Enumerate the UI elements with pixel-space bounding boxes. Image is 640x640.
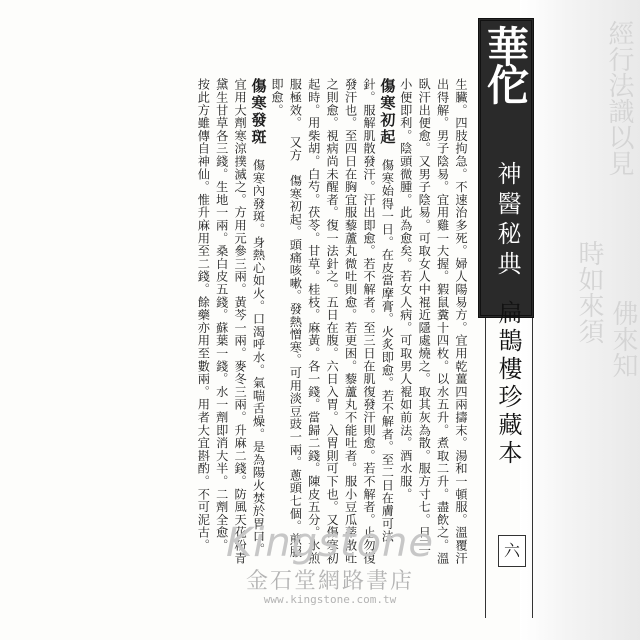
text-column [212, 78, 230, 558]
text-column [231, 78, 249, 565]
watermark-name: 金石堂網路書店 [245, 569, 414, 594]
publisher-label: 扁鵲樓珍藏本 [494, 300, 522, 468]
section-heading: 傷寒發斑 [249, 78, 268, 146]
column-text: 起時。用柴胡。白芍。茯苓。甘草。桂枝。麻黃。各一錢。當歸二錢。陳皮五分。水煎 [306, 78, 321, 565]
column-text: 傷寒內發斑。身熱心如火。口渴呼水。氣喘舌燥。是為陽火焚於胃口。 [251, 158, 266, 556]
column-text: 生臟。四肢拘急。不速治多死。婦人陽易方。宜用乾薑四兩擣末。湯和一頓服。溫覆汗 [454, 78, 468, 565]
text-column [341, 78, 359, 565]
background-glyph: 佛來知 [608, 300, 638, 378]
column-text: 傷寒始得一日。在皮當摩膏。火炙即愈。若不解者。至二日在膚可法 [380, 158, 395, 543]
column-text: 宜用大劑寒涼撲滅之。方用元參三兩。黃芩一兩。麥冬三兩。升麻二錢。防風天花粉青 [233, 78, 248, 565]
watermark-url: www.kingstone.com.tw [263, 593, 397, 606]
section-heading: 傷寒初起 [378, 78, 397, 146]
watermark [210, 520, 450, 606]
column-text: 臥汗出便愈。又男子陰易。可取女人中裩近隱處燒之。取其灰為散。服方寸七。日三 [417, 78, 432, 552]
column-text: 即愈。 [269, 78, 284, 117]
column-text: 服極效。 又方 傷寒初起。頭痛咳嗽。發熱憎寒。可用淡豆豉一兩。蔥頭七個。煎服 [288, 78, 303, 559]
watermark-brand: Kingstone [225, 520, 435, 566]
background-glyph: 經行法識以見 [604, 20, 634, 176]
column-text: 發汗也。至四日在胸宜服藜蘆丸微吐則愈。若更困。藜蘆丸不能吐者。服小豆瓜蒂散吐 [343, 78, 358, 565]
text-column [396, 78, 414, 558]
background-glyph: 時如來須 [574, 240, 604, 344]
text-column [194, 78, 212, 558]
text-column [304, 78, 322, 565]
column-text: 之則愈。視病尚未醒者。復一法針之。五日在腹。六日入胃。入胃則可下也。又傷寒初 [325, 78, 340, 565]
book-subtitle: 神醫秘典 [493, 161, 521, 281]
text-column [286, 78, 304, 558]
text-column [360, 78, 378, 565]
text-column [452, 78, 470, 565]
column-text: 小便即利。陰頭微腫。此為愈矣。若女人病。可取男人裩如前法。酒水服。 [398, 78, 413, 501]
text-column [249, 78, 267, 558]
column-text: 黛生甘草各三錢。生地一兩。桑白皮五錢。蘇葉一錢。水一劑即消大半。二劑全愈。 [214, 78, 229, 552]
column-text: 針。服解肌散發汗。汗出即愈。若不解者。至三日在肌復發汗則愈。若不解者。止勿復 [361, 78, 376, 565]
column-text: 按此方雖傳自神仙。惟升麻用至二錢。餘藥亦用至數兩。用者大宜斟酌。不可泥古。 [196, 78, 211, 552]
text-column [323, 78, 341, 565]
text-column [268, 78, 286, 558]
book-title: 華佗 [481, 25, 530, 101]
text-column [433, 78, 451, 565]
text-column [415, 78, 433, 558]
body-text [140, 78, 470, 565]
page-number: 六 [498, 535, 526, 567]
column-text: 出得解。男子陰易。宜用雞一大握。猳鼠糞十四枚。以水五升。煮取二升。盡飲之。溫 [435, 78, 450, 565]
title-block [478, 18, 534, 318]
text-column [378, 78, 396, 558]
decorative-calligraphy-background [520, 0, 640, 640]
